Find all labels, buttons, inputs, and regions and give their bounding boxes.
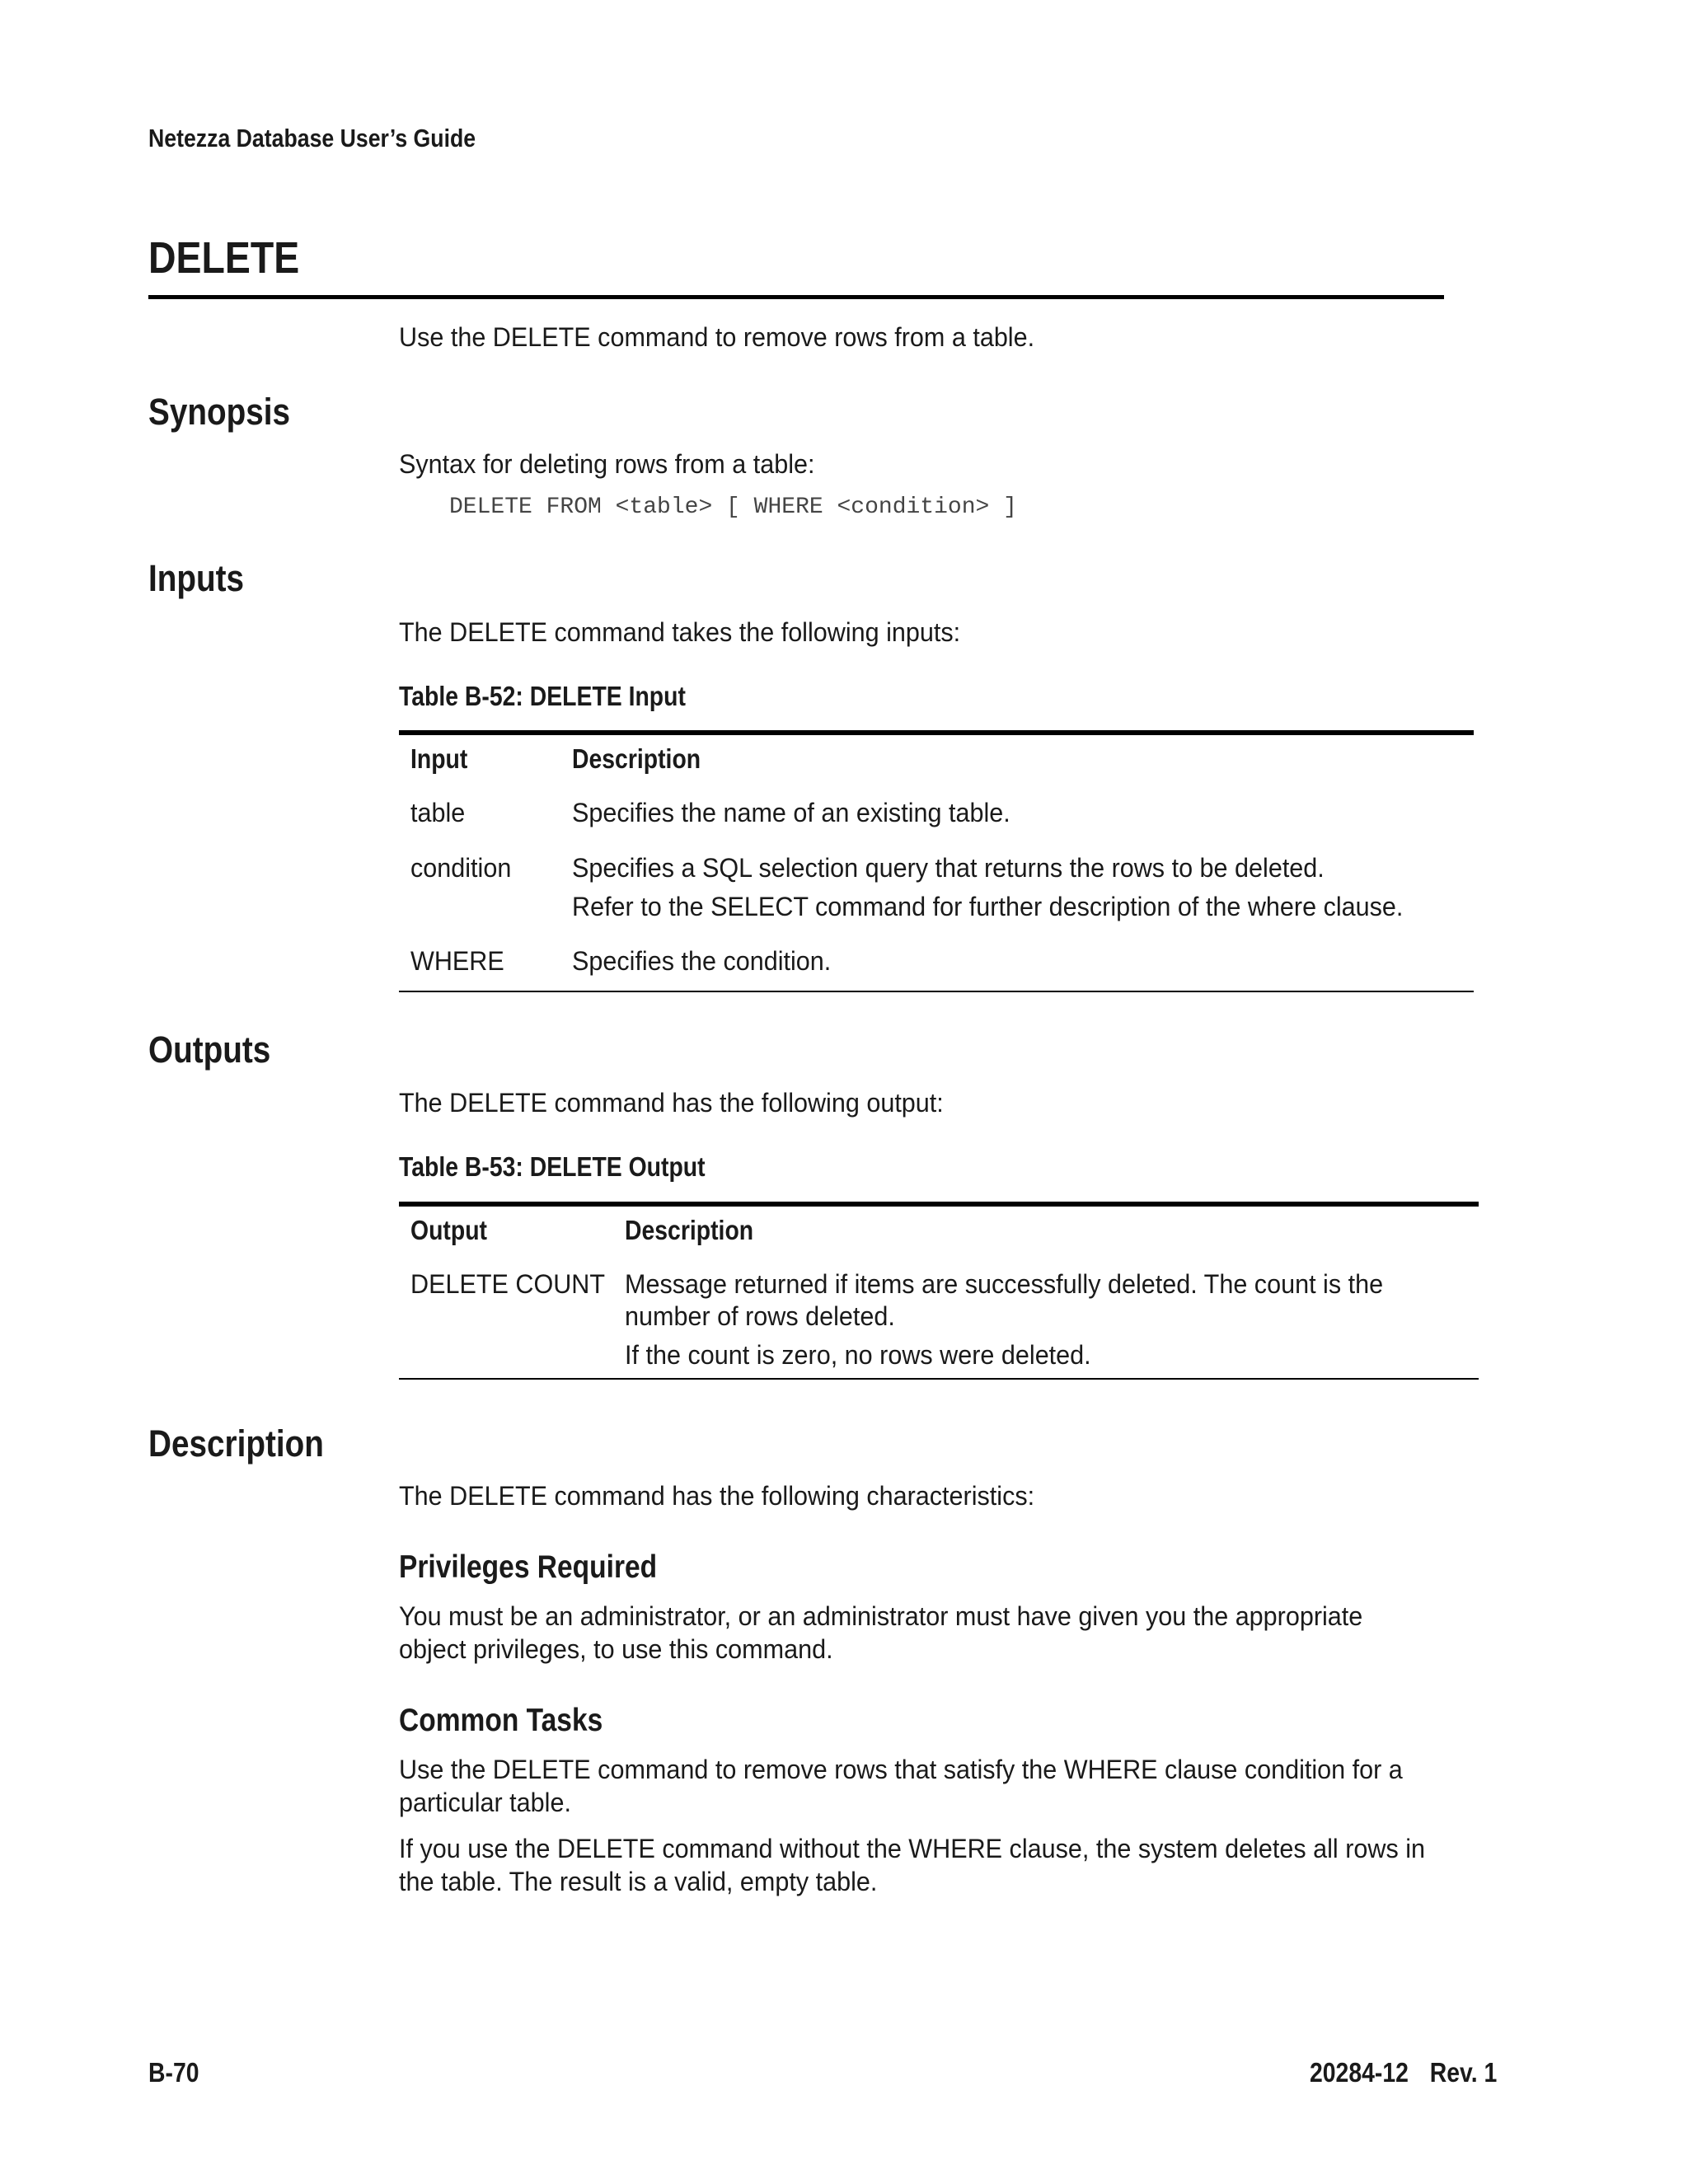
row-description: Specifies a SQL selection query that returns the rows to be deleted. bbox=[572, 853, 1325, 883]
inputs-text: The DELETE command takes the following inputs: bbox=[399, 617, 961, 647]
row-input-name: WHERE bbox=[410, 946, 504, 976]
table-top-rule bbox=[399, 730, 1474, 735]
table-bottom-rule bbox=[399, 991, 1474, 992]
running-header: Netezza Database User’s Guide bbox=[148, 124, 476, 152]
synopsis-code: DELETE FROM <table> [ WHERE <condition> ] bbox=[449, 494, 1017, 520]
row-description: Specifies the name of an existing table. bbox=[572, 798, 1010, 827]
revision: Rev. 1 bbox=[1429, 2057, 1497, 2088]
table-header-output: Output bbox=[410, 1215, 487, 1245]
row-description: Specifies the condition. bbox=[572, 946, 832, 976]
privileges-heading: Privileges Required bbox=[399, 1549, 658, 1585]
document-number bbox=[1310, 2057, 1497, 2088]
table-top-rule bbox=[399, 1202, 1479, 1207]
common-tasks-heading: Common Tasks bbox=[399, 1703, 603, 1738]
table-header-description: Description bbox=[625, 1215, 754, 1245]
input-table-caption: Table B-52: DELETE Input bbox=[399, 681, 686, 711]
table-header-input: Input bbox=[410, 743, 468, 774]
outputs-heading: Outputs bbox=[148, 1029, 271, 1071]
doc-number: 20284-12 bbox=[1309, 2057, 1409, 2088]
table-bottom-rule bbox=[399, 1378, 1479, 1380]
privileges-line: object privileges, to use this command. bbox=[399, 1634, 833, 1664]
row-description: number of rows deleted. bbox=[625, 1301, 895, 1331]
row-description: Refer to the SELECT command for further description of the where clause. bbox=[572, 892, 1404, 921]
common-tasks-line: Use the DELETE command to remove rows that satisfy the WHERE clause condition for a bbox=[399, 1755, 1403, 1784]
common-tasks-line: the table. The result is a valid, empty table. bbox=[399, 1867, 878, 1896]
common-tasks-line: If you use the DELETE command without the WHERE clause, the system deletes all rows in bbox=[399, 1834, 1426, 1863]
inputs-heading: Inputs bbox=[148, 557, 245, 599]
synopsis-text: Syntax for deleting rows from a table: bbox=[399, 449, 815, 479]
description-text: The DELETE command has the following characteristics: bbox=[399, 1481, 1035, 1511]
output-table-caption: Table B-53: DELETE Output bbox=[399, 1151, 706, 1182]
description-heading: Description bbox=[148, 1422, 324, 1465]
outputs-text: The DELETE command has the following output: bbox=[399, 1088, 944, 1118]
row-description: If the count is zero, no rows were deleted. bbox=[625, 1340, 1091, 1370]
row-input-name: table bbox=[410, 798, 466, 827]
title-rule bbox=[148, 295, 1444, 299]
table-header-description: Description bbox=[572, 743, 701, 774]
row-description: Message returned if items are successfully deleted. The count is the bbox=[625, 1269, 1384, 1299]
page-title: DELETE bbox=[148, 233, 300, 283]
synopsis-heading: Synopsis bbox=[148, 391, 291, 433]
row-output-name: DELETE COUNT bbox=[410, 1269, 606, 1299]
page-number: B-70 bbox=[148, 2057, 199, 2088]
intro-text: Use the DELETE command to remove rows from a table. bbox=[399, 322, 1035, 352]
common-tasks-line: particular table. bbox=[399, 1788, 571, 1817]
row-input-name: condition bbox=[410, 853, 512, 883]
privileges-line: You must be an administrator, or an administrator must have given you the appropriate bbox=[399, 1601, 1363, 1631]
